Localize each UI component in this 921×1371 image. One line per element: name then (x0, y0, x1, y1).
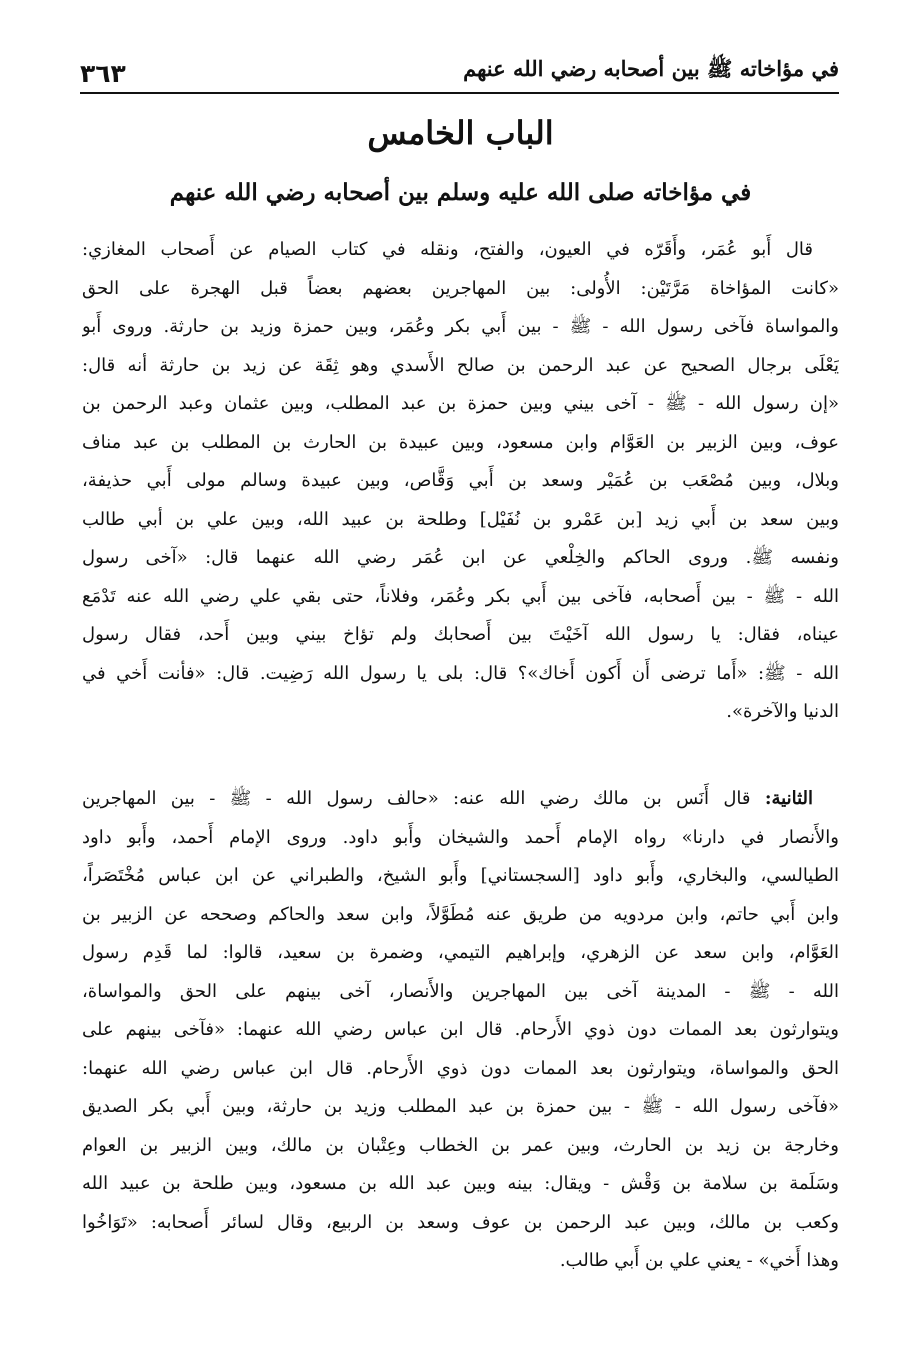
running-title: في مؤاخاته ﷺ بين أصحابه رضي الله عنهم (463, 56, 839, 81)
text-line: وبين سعد بن أَبي زيد [بن عَمْرو بن نُفَيْل] وطلحة بن عبيد الله، وبين علي بن أبي طالب (82, 508, 839, 530)
text-line: وابن أَبي حاتم، وابن مردويه من طريق عنه مُطَوَّلاً، وابن سعد والحاكم وصححه عن الزبير بن (82, 903, 839, 925)
text-line: والمواساة فآخى رسول الله - ﷺ - بين أَبي بكر وعُمَر، وبين حمزة وزيد بن حارثة. وروى أَبو (82, 316, 839, 337)
text-line: ويتوارثون بعد الممات دون ذوي الأَرحام. قال ابن عباس رضي الله عنهما: «فآخى بينهم على (82, 1019, 839, 1040)
paragraph-second-brotherhood (82, 780, 839, 1281)
text-line: «فآخى رسول الله - ﷺ - بين حمزة بن عبد المطلب وزيد بن حارثة، وبين أَبي بكر الصديق (82, 1096, 839, 1117)
text-line: يَعْلَى برجال الصحيح عن عبد الرحمن بن صالح الأَسدي وهو ثِقَة عن زيد بن حارثة أنه قال: (82, 354, 839, 376)
text-line: قال أَبو عُمَر، وأَقَرّه في العيون، والفتح، ونقله في كتاب الصيام عن أَصحاب المغازي: (82, 239, 813, 260)
text-line: عوف، وبين الزبير بن العَوَّام وابن مسعود، وبين عبيدة بن الحارث بن المطلب بن عبد مناف (82, 431, 839, 453)
chapter-title: الباب الخامس (367, 114, 554, 152)
text-line: الله - ﷺ - بين أَصحابه، فآخى بين أَبي بكر وعُمَر، وفلاناً، حتى بقي علي رضي الله عنه تَدْمَع (82, 585, 839, 607)
text-line: الحق والمواساة، ويتوارثون بعد الممات دون ذوي الأَرحام. قال ابن عباس رضي الله عنهما: (82, 1057, 839, 1079)
text-line: الدنيا والآخرة». (726, 701, 839, 722)
text-line: وبلال، وبين مُصْعَب بن عُمَيْر وسعد بن أَبي وَقَّاص، وبين عبيدة وسالم مولى أَبي حذيفة، (82, 470, 839, 491)
text-line: الطيالسي، والبخاري، وأَبو داود [السجستاني] وأَبو الشيخ، والطبراني عن ابن عباس مُخْتَصَراً، (82, 865, 839, 886)
section-lead-label: الثانية: (764, 788, 813, 809)
text-line: ونفسه ﷺ. وروى الحاكم والخِلْعي عن ابن عُمَر رضي الله عنهما قال: «آخى رسول (82, 547, 839, 568)
chapter-subtitle: في مؤاخاته صلى الله عليه وسلم بين أصحابه رضي الله عنهم (169, 179, 752, 206)
text-line: «إن رسول الله - ﷺ - آخى بيني وبين حمزة بن عبد المطلب، وبين عثمان وعبد الرحمن بن (82, 393, 839, 414)
text-line: وخارجة بن زيد بن الحارث، وبين عمر بن الخطاب وعِتْبان بن مالك، وبين الزبير بن العوام (82, 1134, 839, 1156)
text-line: العَوَّام، وابن سعد عن الزهري، وإبراهيم التيمي، وضمرة بن سعيد، قالوا: لما قَدِم رسول (82, 942, 839, 963)
text-line: والأَنصار في دارنا» رواه الإمام أَحمد والشيخان وأَبو داود. وروى الإمام أَحمد، وأَبو داود (82, 826, 839, 848)
text-line: وسَلَمة بن سلامة بن وَقْش - ويقال: بينه وبين عبد الله بن مسعود، وبين طلحة بن عبيد الله (82, 1173, 839, 1194)
text-line: «كانت المؤاخاة مَرَّتَيْن: الأُولى: بين المهاجرين بعضهم بعضاً قبل الهجرة على الحق (82, 277, 839, 299)
text-line-rest: قال أَنَس بن مالك رضي الله عنه: «حالف رسول الله - ﷺ - بين المهاجرين (82, 788, 751, 809)
text-line: عيناه، فقال: يا رسول الله آخَيْتَ بين أَصحابك ولم تؤاخ بيني وبين أَحد، فقال رسول (82, 624, 839, 645)
running-header (80, 50, 839, 94)
text-line: وهذا أَخي» - يعني علي بن أَبي طالب. (559, 1250, 839, 1271)
text-line: الله - ﷺ - المدينة آخى بين المهاجرين والأَنصار، آخى بينهم على الحق والمواساة، (82, 980, 839, 1002)
text-line-lead (82, 780, 839, 819)
text-line: الله - ﷺ: «أَما ترضى أَن أَكون أَخاك»؟ قال: بلى يا رسول الله رَضِيت. قال: «فأنت أَخي في (82, 662, 839, 684)
paragraph-first-brotherhood (82, 231, 839, 732)
text-line: وكعب بن مالك، وبين عبد الرحمن بن عوف وسعد بن الربيع، وقال لسائر أَصحابه: «تَوَاخُوا (82, 1211, 839, 1233)
page-number: ٣٦٣ (80, 59, 126, 88)
